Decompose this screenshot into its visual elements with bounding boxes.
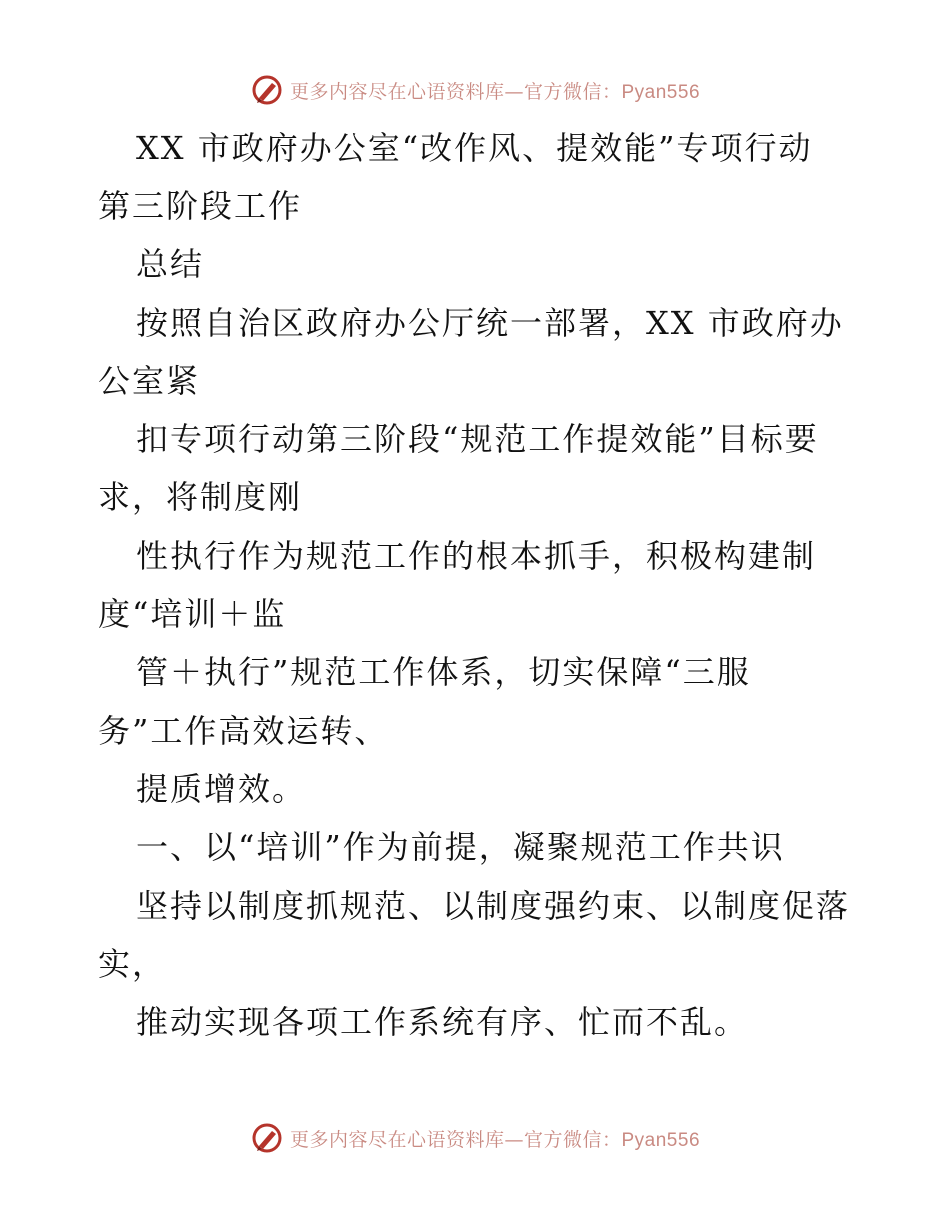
- doc-paragraph-line: 性执行作为规范工作的根本抓手，积极构建制: [136, 537, 817, 575]
- header-watermark: [0, 70, 950, 110]
- doc-title-line-3: 总结: [136, 245, 205, 283]
- doc-title-line-2: 第三阶段工作: [98, 187, 303, 225]
- doc-paragraph-line: 扣专项行动第三阶段“规范工作提效能”目标要: [136, 420, 819, 458]
- watermark-text: 更多内容尽在心语资料库—官方微信：Pyan556: [289, 1128, 701, 1151]
- doc-paragraph-line: 提质增效。: [136, 770, 307, 808]
- watermark-wechat-id: Pyan556: [621, 1129, 701, 1151]
- watermark-wechat-id: Pyan556: [621, 81, 701, 103]
- doc-paragraph-line: 管＋执行”规范工作体系，切实保障“三服: [136, 653, 751, 691]
- doc-paragraph-line: 推动实现各项工作系统有序、忙而不乱。: [136, 1003, 749, 1041]
- doc-paragraph-line: 按照自治区政府办公厅统一部署，XX 市政府办: [136, 304, 844, 342]
- doc-paragraph-line: 实，: [98, 945, 167, 983]
- doc-paragraph-line: 度“培训＋监: [98, 595, 287, 633]
- footer-watermark: [0, 1118, 950, 1158]
- doc-paragraph-line: 求，将制度刚: [98, 478, 303, 516]
- doc-paragraph-line: 坚持以制度抓规范、以制度强约束、以制度促落: [136, 887, 851, 925]
- doc-section-heading: 一、以“培训”作为前提，凝聚规范工作共识: [136, 828, 785, 866]
- pen-logo-icon: [250, 73, 284, 107]
- doc-paragraph-line: 务”工作高效运转、: [98, 712, 389, 750]
- doc-title-line-1: XX 市政府办公室“改作风、提效能”专项行动: [136, 129, 813, 167]
- doc-paragraph-line: 公室紧: [98, 362, 201, 400]
- pen-logo-icon: [250, 1121, 284, 1155]
- watermark-text: 更多内容尽在心语资料库—官方微信：Pyan556: [289, 80, 701, 103]
